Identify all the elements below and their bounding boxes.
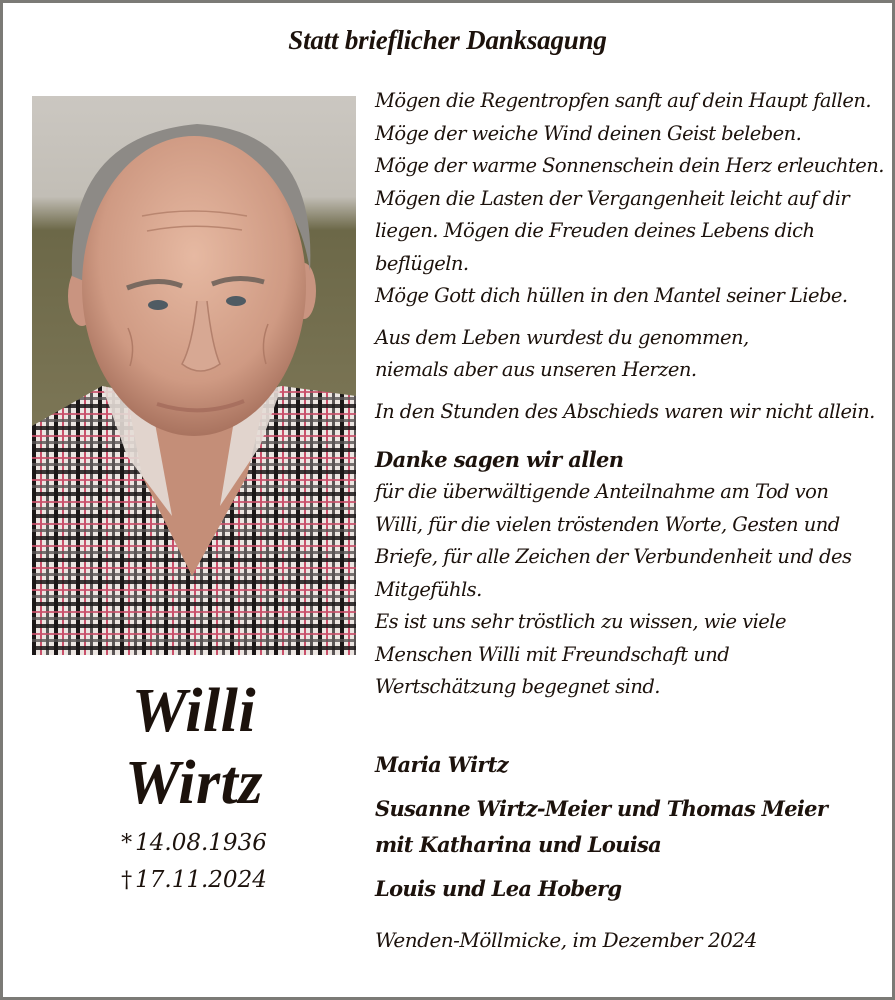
family-name-line: Susanne Wirtz-Meier und Thomas Meier — [375, 796, 828, 821]
verse-line: Aus dem Leben wurdest du genommen, — [375, 325, 749, 349]
birth-date: 14.08.1936 — [135, 830, 267, 856]
poem-line: Möge Gott dich hüllen in den Mantel seiner Liebe. — [375, 284, 848, 307]
thanks-line: Menschen Willi mit Freundschaft und — [375, 642, 730, 666]
family-entry — [375, 747, 885, 783]
verse-paragraph — [375, 322, 875, 387]
death-date-line — [32, 862, 356, 899]
deceased-last-name: Wirtz — [124, 749, 264, 817]
birth-date-line — [32, 825, 356, 862]
poem-line: Mögen die Lasten der Vergangenheit leicht auf dir — [375, 186, 850, 210]
death-cross-icon: † — [121, 868, 133, 893]
poem-line: beflügeln. — [375, 251, 469, 275]
thanks-line: für die überwältigende Anteilnahme am Tod von — [375, 480, 829, 503]
not-alone-line: In den Stunden des Abschieds waren wir nicht allein. — [375, 399, 875, 423]
place-date-line: Wenden-Möllmicke, im Dezember 2024 — [375, 928, 757, 952]
family-signatures — [375, 747, 885, 915]
portrait-photo — [32, 96, 356, 655]
poem-line: liegen. Mögen die Freuden deines Lebens dich — [375, 219, 815, 242]
poem-line: Möge der warme Sonnenschein dein Herz erleuchten. — [375, 154, 884, 177]
poem-line: Möge der weiche Wind deinen Geist beleben. — [375, 121, 802, 145]
thanks-line: Briefe, für alle Zeichen der Verbundenheit und des — [375, 545, 852, 568]
family-entry — [375, 871, 885, 907]
not-alone-paragraph — [375, 396, 875, 429]
notice-text-column — [375, 85, 884, 704]
family-entry — [375, 791, 885, 863]
thanks-line: Es ist uns sehr tröstlich zu wissen, wie viele — [375, 610, 786, 633]
deceased-first-name: Willi — [131, 677, 257, 745]
thanks-line: Willi, für die vielen tröstenden Worte, Gesten und — [375, 512, 840, 536]
deceased-name-block — [32, 675, 356, 899]
verse-line: niemals aber aus unseren Herzen. — [375, 358, 697, 381]
portrait-illustration — [32, 96, 356, 655]
thanks-heading: Danke sagen wir allen — [375, 447, 624, 472]
poem-paragraph — [375, 85, 884, 313]
birth-asterisk-icon: * — [121, 831, 133, 856]
family-name-line: Maria Wirtz — [375, 752, 508, 777]
death-date: 17.11.2024 — [135, 867, 267, 893]
thanks-line: Wertschätzung begegnet sind. — [375, 675, 660, 698]
poem-line: Mögen die Regentropfen sanft auf dein Haupt fallen. — [375, 89, 871, 112]
thanks-line: Mitgefühls. — [375, 577, 482, 601]
family-name-line: Louis und Lea Hoberg — [375, 876, 622, 901]
family-name-line: mit Katharina und Louisa — [375, 832, 662, 857]
notice-headline: Statt brieflicher Danksagung — [288, 25, 607, 55]
thanks-paragraph — [375, 476, 875, 704]
